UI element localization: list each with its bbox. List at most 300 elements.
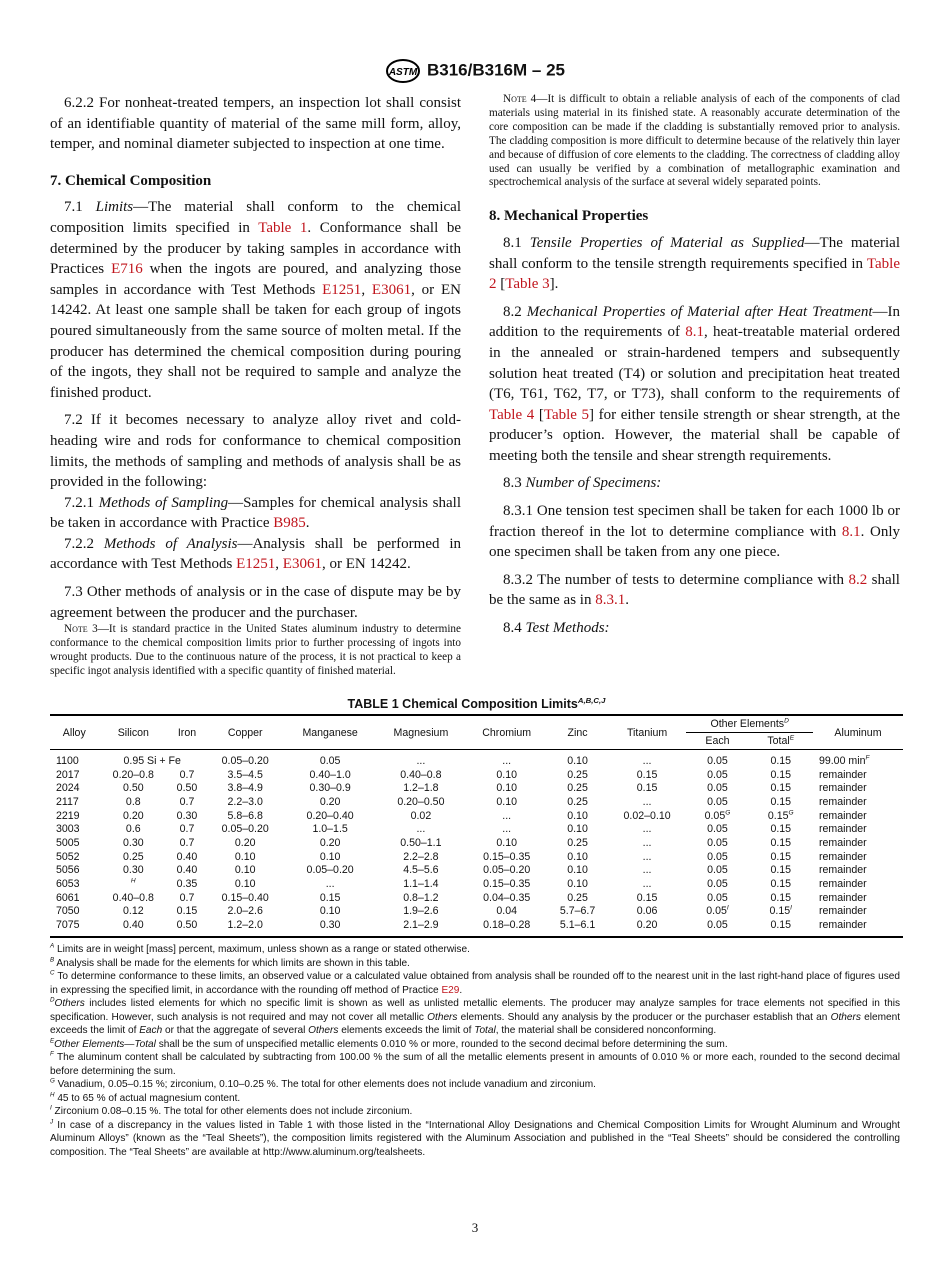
table-cell: 0.25 <box>567 891 588 904</box>
table-cell: 0.05–0.20 <box>221 823 269 836</box>
astm-logo-icon <box>385 58 421 84</box>
table-cell: 4.5–5.6 <box>403 864 439 877</box>
table-cell: 2219 <box>56 809 80 822</box>
text-run: 8.3 <box>503 475 526 492</box>
table-cell: remainder <box>818 850 867 863</box>
table-footnotes <box>50 943 900 1159</box>
table-cell: $0.15^G$ <box>767 809 794 822</box>
reference-link[interactable]: Table 1 <box>258 219 308 236</box>
text-run: Others <box>308 1025 339 1036</box>
table-cell: 5005 <box>56 836 80 849</box>
table-cell: 0.15 <box>770 795 792 808</box>
table-cell: 0.05 <box>707 878 728 891</box>
table-cell: 0.95 Si + Fe <box>123 754 181 767</box>
table-cell: ... <box>642 823 652 836</box>
text-run: 8.1 <box>503 234 530 251</box>
table-cell: 99.00 $\min^F$ <box>818 754 870 767</box>
text-run: . <box>625 592 629 609</box>
footnote <box>50 1051 900 1078</box>
text-run: —It is standard practice in the United States aluminum industry to determine conformance to the chemical composition limits prior to further processing of ingots into wrought products. Due to the continuous nature of the process, it is not practical to keep a specific ingot analysis identified with a specific quantity of finished material. <box>50 623 461 677</box>
table-cell: 0.15 <box>636 782 658 795</box>
table-cell: 3.5–4.5 <box>227 768 263 781</box>
table-row <box>50 918 903 937</box>
text-run: elements. Should any analysis by the producer or the purchaser establish that an <box>457 1011 831 1023</box>
reference-link[interactable]: 8.1 <box>685 324 704 341</box>
table-cell: remainder <box>818 836 867 849</box>
table-cell: remainder <box>818 878 867 891</box>
table-cell: 0.05 <box>707 768 728 781</box>
table-cell: 0.15–0.35 <box>483 878 531 891</box>
column-header: Copper <box>227 726 263 739</box>
header-each: Each <box>686 733 748 750</box>
footnote-marker: J <box>50 1118 54 1126</box>
table-cell: 0.15 <box>770 919 792 932</box>
chemical-composition-table <box>50 697 903 938</box>
reference-link[interactable]: B985 <box>273 515 306 532</box>
reference-link[interactable]: E1251 <box>322 281 362 298</box>
table-cell: 0.06 <box>636 905 658 918</box>
text-run: shall be the sum of unspecified metallic elements 0.010 % or more, rounded to the second decimal before determining the sum. <box>155 1038 728 1050</box>
text-run: Vanadium, 0.05–0.15 %; zirconium, 0.10–0.25 %. The total for other elements does not include vanadium and zirconium. <box>54 1079 596 1090</box>
table-cell: 0.30 <box>122 836 144 849</box>
table-cell: 0.15 <box>770 754 792 767</box>
table-cell: 0.15 <box>770 850 792 863</box>
table-row <box>50 877 903 891</box>
table-cell: $0.05^G$ <box>704 809 731 822</box>
table-cell: 0.05 <box>707 836 728 849</box>
text-run: Each <box>139 1025 163 1036</box>
reference-link[interactable]: E3061 <box>282 556 322 573</box>
footnote <box>50 1078 900 1092</box>
table-cell: 0.10 <box>496 795 517 808</box>
footnote <box>50 970 900 997</box>
table-row <box>50 750 903 768</box>
standard-designation: B316/B316M – 25 <box>427 60 565 80</box>
table-cell: 0.05 <box>707 850 728 863</box>
table-cell: 0.6 <box>125 823 141 836</box>
table-cell: 1.1–1.4 <box>403 878 439 891</box>
table-cell: remainder <box>818 768 867 781</box>
text-run: , the material shall be considered nonconforming. <box>495 1025 717 1036</box>
table-row <box>50 822 903 836</box>
table-cell: ... <box>325 878 335 891</box>
table-cell: remainder <box>818 809 867 822</box>
footnote <box>50 1105 900 1119</box>
column-header: Zinc <box>567 726 588 739</box>
text-run: Others <box>830 1011 861 1023</box>
table-row <box>50 781 903 795</box>
text-run: Methods of Sampling <box>98 494 229 511</box>
table-cell: 0.15 <box>770 864 792 877</box>
table-cell: 0.40 <box>176 850 198 863</box>
column-header: Magnesium <box>393 726 449 739</box>
table-cell: 0.05 <box>707 864 728 877</box>
table-cell: 1.2–1.8 <box>403 782 439 795</box>
footnote-marker: D <box>50 996 55 1004</box>
text-run: 7. Chemical Composition <box>50 172 212 189</box>
table-row <box>50 864 903 878</box>
text-run: The aluminum content shall be calculated by subtracting from 100.00 % the sum of all the metallic elements present in amounts of 0.010 % or more each, rounded to the second decimal before determining the sum. <box>50 1052 900 1077</box>
table-cell: 0.30 <box>176 809 198 822</box>
table-cell: 0.04–0.35 <box>483 891 531 904</box>
table-cell: 0.05–0.20 <box>306 864 354 877</box>
table-cell: 0.15 <box>770 823 792 836</box>
paragraph <box>489 501 900 563</box>
table-cell: 5.8–6.8 <box>227 809 263 822</box>
table-cell: $0.15^I$ <box>769 904 792 918</box>
table-cell: 3.8–4.9 <box>227 782 263 795</box>
table-row <box>50 850 903 864</box>
table-cell: H <box>130 877 136 885</box>
table-cell: 0.05 <box>707 891 728 904</box>
right-column <box>489 93 900 646</box>
table-cell: remainder <box>818 864 867 877</box>
text-run: , <box>361 281 372 298</box>
table-cell: ... <box>642 795 652 808</box>
table-row <box>50 905 903 919</box>
reference-link[interactable]: Table 2 <box>489 255 900 293</box>
footnote-marker: E <box>50 1037 55 1045</box>
paragraph <box>50 410 461 492</box>
column-header: Iron <box>177 726 197 739</box>
reference-link[interactable]: 8.3.1 <box>595 592 626 609</box>
table-cell: 0.40 <box>176 864 198 877</box>
table-cell: 0.15 <box>636 768 658 781</box>
table-cell: 0.10 <box>567 850 588 863</box>
table-cell: 0.15 <box>636 891 658 904</box>
paragraph <box>50 93 461 155</box>
text-run: Test Methods: <box>525 620 610 637</box>
text-run: ]. <box>549 276 559 293</box>
table-cell: 2.1–2.9 <box>403 919 439 932</box>
table-title: TABLE 1 Chemical Composition Limits$^{A,B,C,J}$ <box>347 695 606 711</box>
table-cell: 0.15–0.40 <box>221 891 269 904</box>
column-header: Titanium <box>626 726 668 739</box>
paragraph <box>50 534 461 575</box>
table-cell: 0.05–0.20 <box>221 754 269 767</box>
table-cell: 7050 <box>56 905 80 918</box>
table-cell: 0.8 <box>125 795 141 808</box>
table-cell: 5052 <box>56 850 80 863</box>
table-cell: 0.05 <box>319 754 341 767</box>
footnote-marker: F <box>50 1050 54 1058</box>
text-run: Zirconium 0.08–0.15 %. The total for other elements does not include zirconium. <box>51 1106 413 1117</box>
text-run: . <box>305 515 310 532</box>
column-header: Chromium <box>482 726 532 739</box>
table-cell: 7075 <box>56 919 80 932</box>
table-cell: remainder <box>818 919 867 932</box>
column-header: Manganese <box>302 726 358 739</box>
text-run: —Samples for chemical analysis shall be taken in accordance with Practice <box>50 494 461 532</box>
text-run: —The material shall conform to the tensile strength requirements specified in <box>489 234 900 272</box>
table-row <box>50 795 903 809</box>
text-run: 7.2.2 <box>64 535 104 552</box>
column-header: Alloy <box>62 726 86 739</box>
table-cell: 0.20 <box>636 919 658 932</box>
header-total: Total$^E$ <box>749 733 813 750</box>
reference-link[interactable]: Table 3 <box>505 276 550 293</box>
footnote <box>50 997 900 1038</box>
table-cell: 6053 <box>56 878 80 891</box>
text-run: 7.1 <box>64 199 96 216</box>
table-cell: 0.25 <box>567 795 588 808</box>
text-run: when the ingots are poured, and analyzing those samples in accordance with Test Methods <box>50 261 461 298</box>
table-cell: 0.15 <box>770 891 792 904</box>
table-cell: ... <box>502 823 512 836</box>
table-cell: 1.2–2.0 <box>227 919 263 932</box>
text-run: 45 to 65 % of actual magnesium content. <box>54 1092 241 1104</box>
table-cell: ... <box>642 864 652 877</box>
footnote-marker: C <box>50 969 55 977</box>
paragraph <box>50 582 461 623</box>
table-cell: 0.10 <box>567 809 588 822</box>
table-cell: $0.05^I$ <box>706 904 729 918</box>
table-cell: 0.40 <box>122 919 144 932</box>
table-cell: 0.15 <box>770 768 792 781</box>
table-cell: 1.0–1.5 <box>312 823 348 836</box>
table-row <box>50 891 903 905</box>
table-cell: 0.20 <box>122 809 144 822</box>
table-cell: 0.35 <box>176 878 198 891</box>
text-run: , <box>275 556 283 573</box>
table-cell: 0.15 <box>770 836 792 849</box>
note-paragraph <box>50 623 461 679</box>
footnote <box>50 943 900 957</box>
table-cell: 0.20–0.40 <box>306 809 354 822</box>
column-header: Silicon <box>117 726 149 739</box>
table-cell: 0.15 <box>770 878 792 891</box>
note-label: Note 4 <box>503 93 537 105</box>
table-cell: 0.10 <box>234 864 256 877</box>
table-cell: 0.40–0.8 <box>112 891 154 904</box>
text-run: —It is difficult to obtain a reliable analysis of each of the components of clad materials using material in its finished state. A reasonably accurate determination of the core composition can be made if the cladding is substantially removed prior to analysis. The cladding composition is more difficult to determine because of the relatively thin layer and because of diffusion of core elements to the cladding. The correctness of cladding alloy used can usually be verified by a combination of metallographic examination and spectrochemical analysis of the surface at several widely separated points. <box>489 93 900 189</box>
page-number: 3 <box>471 1220 479 1235</box>
text-run: 8.2 <box>503 303 527 320</box>
table-cell: 0.02 <box>410 809 432 822</box>
reference-link[interactable]: 8.2 <box>848 571 868 588</box>
text-run: In case of a discrepancy in the values listed in Table 1 with those listed in the “International Alloy Designations and Chemical Composition Limits for Wrought Aluminum and Wrought Aluminum Alloys” (known as the “Teal Sheets”), the composition limits registered with the Aluminum Association and published in the “Teal Sheets” should be considered the controlling composition. The “Teal Sheets” are available at http://www.aluminum.org/tealsheets. <box>50 1119 900 1158</box>
text-run: To determine conformance to these limits, an observed value or a calculated value obtained from analysis shall be rounded off to the nearest unit in the last right-hand place of figures used in expressing the specified limit, in accordance with the rounding off method of Practice <box>50 971 900 996</box>
footnote <box>50 1038 900 1052</box>
table-cell: 2.2–2.8 <box>403 850 439 863</box>
column-header: Aluminum <box>834 726 882 739</box>
text-run: Methods of Analysis <box>103 535 238 552</box>
table-cell: 2.0–2.6 <box>227 905 263 918</box>
text-run: , or EN 14242. At least one sample shall be taken for each group of ingots poured simultaneously from the same source of molten metal. If the producer has determined the chemical composition during pouring of the ingots, they shall not be required to sample and analyze the finished product. <box>50 281 461 401</box>
left-column <box>50 93 461 685</box>
table-cell: 2024 <box>56 782 80 795</box>
table-cell: 0.10 <box>319 850 341 863</box>
table-cell: 0.30–0.9 <box>309 782 351 795</box>
table-cell: remainder <box>818 891 867 904</box>
table-cell: 0.25 <box>567 782 588 795</box>
table-cell: 0.50 <box>176 782 198 795</box>
text-run: —Analysis shall be performed in accordance with Test Methods <box>50 535 462 573</box>
table-cell: 0.25 <box>567 836 588 849</box>
table-cell: 0.05 <box>707 919 728 932</box>
table-cell: 2117 <box>56 795 79 808</box>
table-cell: 0.7 <box>179 836 195 849</box>
table-cell: 0.30 <box>122 864 144 877</box>
text-run: Analysis shall be made for the elements for which limits are shown in this table. <box>54 957 410 969</box>
text-run: 8.4 <box>503 620 526 637</box>
text-run: Others <box>427 1011 458 1023</box>
table-cell: 0.25 <box>122 850 144 863</box>
paragraph <box>50 197 461 403</box>
text-run: Number of Specimens: <box>525 475 662 492</box>
reference-link[interactable]: Table 5 <box>543 406 590 423</box>
table-cell: 0.05 <box>707 754 728 767</box>
table-cell: remainder <box>818 823 867 836</box>
table-cell: 0.20–0.50 <box>397 795 445 808</box>
text-run: 8. Mechanical Properties <box>489 208 649 225</box>
table-cell: 0.05 <box>707 795 728 808</box>
reference-link[interactable]: E29 <box>441 984 460 996</box>
table-row <box>50 836 903 850</box>
table-cell: 0.20 <box>319 836 341 849</box>
table-cell: 0.50 <box>176 919 198 932</box>
table-row <box>50 809 903 823</box>
text-run: shall be the same as in <box>489 571 900 609</box>
text-run: Tensile Properties of Material as Supplied <box>529 234 805 251</box>
table-cell: 5.7–6.7 <box>559 905 596 918</box>
table-cell: 0.10 <box>319 905 341 918</box>
table-cell: 0.20–0.8 <box>112 768 154 781</box>
table-cell: 2017 <box>56 768 80 781</box>
table-cell: 0.50 <box>122 782 144 795</box>
table-cell: 1.9–2.6 <box>403 905 439 918</box>
table-cell: remainder <box>818 782 867 795</box>
table-cell: ... <box>642 850 652 863</box>
text-run: , heat-treatable material ordered in the annealed or strain-hardened tempers and subsequently solution heat treated (T4) or solution and precipitation heat treated (T6, T61, T62, T7, or T73), shall conform to the requirements of <box>489 324 900 403</box>
table-row <box>50 768 903 782</box>
paragraph <box>489 570 900 611</box>
table-cell: 0.40–1.0 <box>309 768 351 781</box>
paragraph <box>489 473 900 494</box>
reference-link[interactable]: E1251 <box>236 556 276 573</box>
table-cell: 1100 <box>56 754 79 767</box>
footnote-marker: G <box>50 1077 55 1085</box>
footnote-marker: H <box>50 1091 55 1099</box>
table-cell: ... <box>502 809 512 822</box>
footnote <box>50 1092 900 1106</box>
table-cell: 0.05 <box>707 782 728 795</box>
table-cell: 0.10 <box>567 823 588 836</box>
text-run: , or EN 14242. <box>321 556 411 573</box>
note-paragraph <box>489 93 900 190</box>
text-run: —In addition to the requirements of <box>489 303 901 341</box>
table-cell: 0.7 <box>179 823 195 836</box>
text-run: 8.3.2 The number of tests to determine compliance with <box>503 571 849 588</box>
text-run: . Conformance shall be determined by the producer by taking samples in accordance with Practices <box>50 219 461 278</box>
paragraph <box>489 618 900 639</box>
table-cell: 0.30 <box>319 919 341 932</box>
text-run: 8.3.1 One tension test specimen shall be taken for each 1000 lb or fraction thereof in the lot to determine compliance with <box>489 503 900 540</box>
reference-link[interactable]: E3061 <box>371 281 412 298</box>
footnote <box>50 957 900 971</box>
table-cell: ... <box>416 754 426 767</box>
paragraph <box>489 302 900 467</box>
text-run: ] for either tensile strength or shear strength, at the producer’s option. However, the material shall be capable of meeting both the tensile and shear strength requirements. <box>489 406 900 464</box>
table-cell: 0.15 <box>176 905 198 918</box>
table-cell: 0.10 <box>234 850 256 863</box>
table-cell: 6061 <box>56 891 80 904</box>
table-cell: 0.25 <box>567 768 588 781</box>
table-cell: 0.10 <box>496 768 517 781</box>
table-cell: 0.02–0.10 <box>623 809 671 822</box>
section-heading <box>489 206 900 227</box>
text-run: —The material shall conform to the chemical composition limits specified in <box>50 199 461 236</box>
paragraph <box>50 493 461 534</box>
text-run: element exceeds the limit of <box>50 1011 901 1036</box>
table-cell: 0.05–0.20 <box>483 864 531 877</box>
table-cell: 5.1–6.1 <box>559 919 596 932</box>
table-cell: 0.8–1.2 <box>403 891 439 904</box>
reference-link[interactable]: Table 4 <box>489 406 535 423</box>
text-run: . Only one specimen shall be taken from any one piece. <box>489 523 901 561</box>
svg-text:ASTM: ASTM <box>388 67 418 78</box>
text-run: elements exceeds the limit of <box>338 1025 475 1036</box>
table-cell: 0.7 <box>179 891 195 904</box>
table-cell: ... <box>642 878 652 891</box>
text-run: Total <box>474 1025 496 1036</box>
footnote-marker: A <box>50 942 55 950</box>
table-cell: 2.2–3.0 <box>227 795 263 808</box>
table-cell: 0.10 <box>234 878 256 891</box>
table-cell: 0.50–1.1 <box>400 836 442 849</box>
table-cell: 0.10 <box>567 754 588 767</box>
text-run: Mechanical Properties of Material after Heat Treatment <box>526 303 873 320</box>
table-cell: 0.20 <box>234 836 256 849</box>
text-run: 7.3 Other methods of analysis or in the case of dispute may be by agreement between the producer and the purchaser. <box>50 584 461 621</box>
table-cell: 0.05 <box>707 823 728 836</box>
note-label: Note 3 <box>64 623 98 636</box>
table-cell: ... <box>642 754 652 767</box>
text-run: includes listed elements for which no specific limit is shown as well as unlisted metallic elements. The producer may analyze samples for trace elements not specified in this specification. However, such analysis is not required and may not cover all metallic <box>50 998 900 1023</box>
text-run: 7.2.1 <box>64 494 99 511</box>
text-run: [ <box>534 406 544 423</box>
column-header-other-elements: Other Elements$^D$ <box>710 717 789 730</box>
text-run: Other Elements—Total <box>54 1038 156 1050</box>
footnote-marker: B <box>50 956 55 964</box>
footnote <box>50 1119 900 1160</box>
table-cell: ... <box>502 754 512 767</box>
table-cell: 0.20 <box>319 795 341 808</box>
table-cell: ... <box>642 836 652 849</box>
table-cell: 0.15 <box>770 782 792 795</box>
table-cell: 5056 <box>56 864 80 877</box>
table-cell: 0.40–0.8 <box>400 768 442 781</box>
table-cell: 0.10 <box>567 878 588 891</box>
table-cell: ... <box>416 823 426 836</box>
table-cell: 0.7 <box>179 768 195 781</box>
table-cell: 0.10 <box>567 864 588 877</box>
section-heading <box>50 171 461 192</box>
table-cell: 0.12 <box>122 905 144 918</box>
text-run: . <box>459 984 463 996</box>
text-run: Limits <box>95 199 134 216</box>
paragraph <box>489 233 900 295</box>
footnote-marker: I <box>50 1104 52 1112</box>
text-run: 6.2.2 For nonheat-treated tempers, an inspection lot shall consist of an identifiable quantity of material of the same mill form, alloy, temper, and nominal diameter subjected to inspection at one time. <box>50 95 461 153</box>
table-cell: 0.15 <box>319 891 341 904</box>
reference-link[interactable]: E716 <box>111 261 143 278</box>
reference-link[interactable]: 8.1 <box>841 523 861 540</box>
text-run: 7.2 If it becomes necessary to analyze alloy rivet and cold-heading wire and rods for conformance to chemical composition limits, the methods of sampling and methods of analysis shall be as provided in the following: <box>50 412 461 491</box>
table-cell: 0.7 <box>179 795 195 808</box>
text-run: Limits are in weight [mass] percent, maximum, unless shown as a range or stated otherwise. <box>54 944 470 955</box>
page-header <box>0 58 950 84</box>
